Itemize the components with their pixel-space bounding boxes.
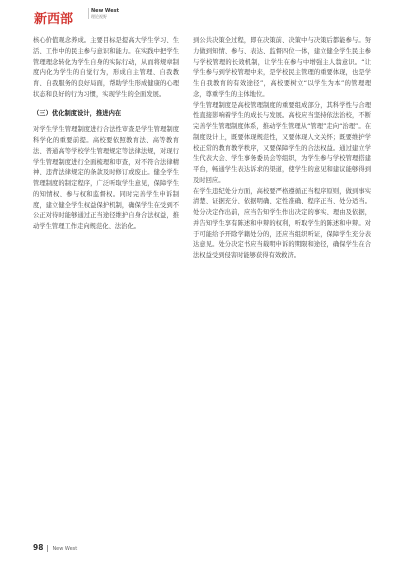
left-section-paragraph-1: 对学生学生管理制度进行合法性审查是学生管理制度科学化的重要前提。高校要依照教育法、高等教育法、普通高等学校学生管理规定等法律法规，对现行学生管理制度进行全面梳理和审查，对不符合法律精神、违背法律规定的条款及时修订或废止。健全学生管理制度的制定程序，广泛听取学生意见，保障学生的知情权、参与权和监督权。同时完善学生申诉制度，建立健全学生权益保护机制，确保学生在受到不公正对待时能够通过正当途径维护自身合法权益，推动学生管理工作走向规范化、法治化。 [33, 126, 179, 230]
journal-tag-section: 理论视野 [91, 14, 107, 19]
journal-tag-english: New West [91, 8, 120, 14]
section-heading: （三）优化制度设计，推进内在 [33, 109, 122, 117]
page-number: 98 [33, 543, 44, 552]
right-column [193, 36, 371, 262]
footer-journal-name: New West [52, 546, 78, 552]
right-paragraph-2: 学生管理制度是高校管理制度的重要组成部分，其科学性与合理性直接影响着学生的成长与发展。高校应当坚持依法治校，不断完善学生管理制度体系，推动学生管理从“管理”走向“治理”。在制度设计上，既要体现规范性，又要体现人文关怀；既要维护学校正常的教育教学秩序，又要保障学生的合法权益。通过建立学生代表大会、学生事务委员会等组织，为学生参与学校管理搭建平台，畅通学生表达诉求的渠道，使学生的意见和建议能够得到及时回应。 [193, 101, 371, 184]
page-footer [33, 543, 77, 552]
right-paragraph-1: 到公共决策全过程，即在决策前、决策中与决策后都能参与。努力做到知情、参与、表达、监督四位一体，建立健全学生民主参与学校管理的长效机制，让学生在参与中增强主人翁意识。“让学生参与到学校管理中来，是学校民主管理的重要体现，也是学生自我教育的有效途径”，高校要树立“以学生为本”的管理理念，尊重学生的主体地位。 [193, 37, 371, 98]
footer-divider [47, 545, 48, 552]
journal-tag [88, 8, 121, 19]
journal-logo: 新西部 [34, 12, 74, 27]
page-header [0, 0, 402, 27]
right-paragraph-3: 在学生违纪处分方面，高校要严格遵循正当程序原则，做到事实清楚、证据充分、依据明确、定性准确、程序正当、处分适当。处分决定作出前，应当告知学生作出决定的事实、理由及依据，并告知学生享有陈述和申辩的权利，听取学生的陈述和申辩。对于可能给予开除学籍处分的，还应当组织听证，保障学生充分表达意见。处分决定书应当载明申诉的期限和途径，确保学生在合法权益受到侵害时能够获得有效救济。 [193, 187, 371, 259]
left-column [33, 36, 179, 233]
left-paragraph-1: 核心价值观念养成。主要目标是提高大学生学习、生活、工作中的民主参与意识和能力。在实践中把学生管理理念转化为学生自身的实际行动，从而将规章制度内化为学生的自觉行为，形成自主管理、自我教育、自我服务的良好局面，帮助学生形成健康的心理状态和良好的行为习惯，实现学生的全面发展。 [33, 37, 179, 98]
